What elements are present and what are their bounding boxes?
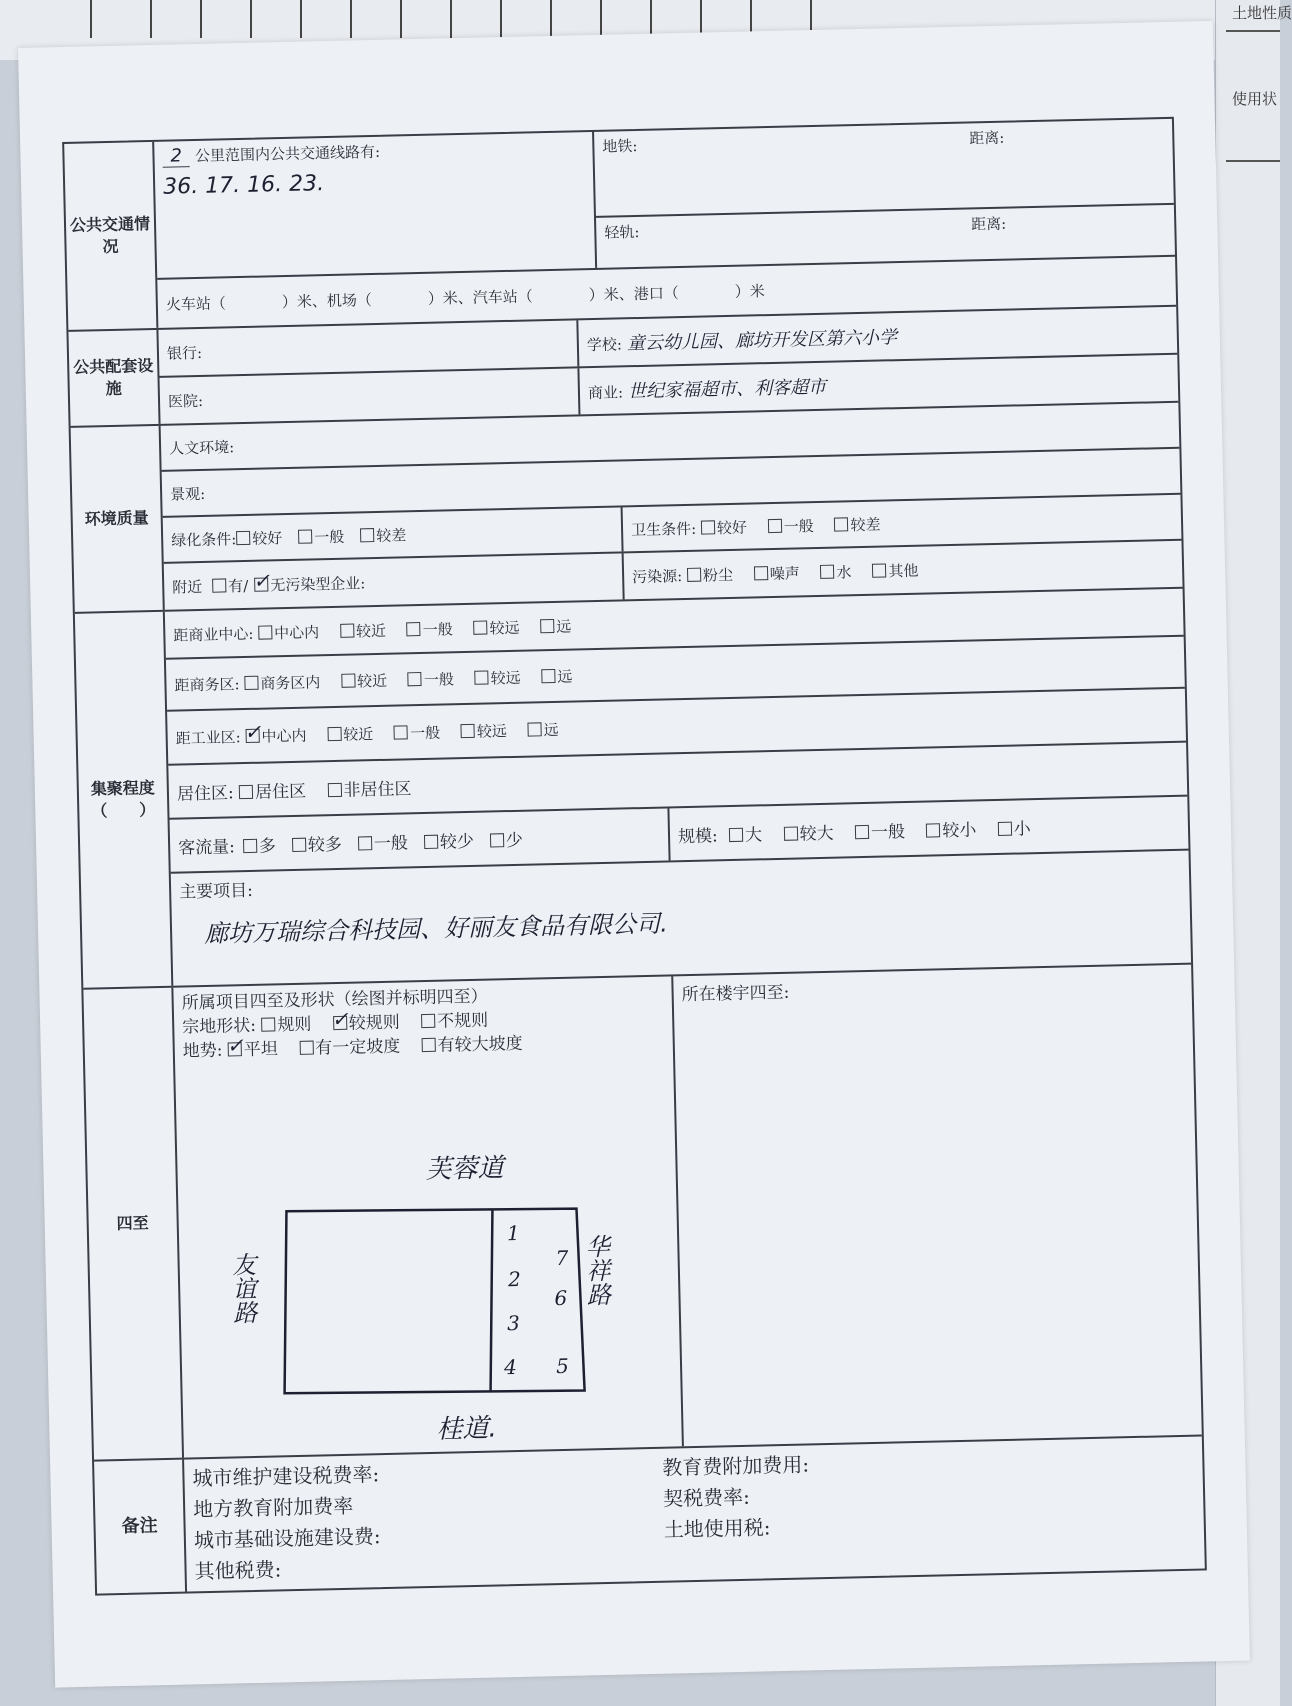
scale-option: 大 [744, 824, 763, 846]
checkbox[interactable] [244, 675, 258, 689]
commercial-option: 中心内 [273, 622, 320, 642]
stations-row [158, 275, 774, 318]
nearby-label: 附近 [172, 577, 203, 597]
business-option: 商务区内 [260, 672, 321, 693]
pollution-option: 其他 [888, 561, 919, 580]
checkbox-checked[interactable] [245, 728, 259, 742]
checkbox[interactable] [754, 566, 768, 580]
lot-number: 6 [554, 1285, 568, 1311]
landscape-label: 景观: [169, 484, 206, 504]
checkbox[interactable] [473, 620, 487, 634]
pollution-option: 粉尘 [702, 565, 734, 585]
checkbox-checked[interactable] [228, 1042, 242, 1056]
checkbox[interactable] [299, 1041, 313, 1055]
traffic-label: 客流量: [177, 836, 236, 859]
projects-value[interactable]: 廊坊万瑞综合科技园、好丽友食品有限公司. [203, 909, 668, 949]
checkbox[interactable] [408, 672, 422, 686]
checkbox[interactable] [820, 564, 834, 578]
business-option: 远 [557, 667, 573, 686]
train-label: 火车站（ [165, 293, 227, 314]
lot-number: 2 [507, 1266, 522, 1292]
hospital-label: 医院: [160, 368, 581, 424]
building-boundary-title: 所在楼宇四至: [681, 982, 790, 1006]
sanitation-option: 较好 [716, 518, 748, 537]
lot-number: 5 [555, 1353, 570, 1379]
shape-option: 规则 [277, 1014, 312, 1036]
transit-section [64, 119, 1176, 332]
checkbox[interactable] [541, 668, 555, 682]
checkbox[interactable] [340, 623, 354, 637]
east-boundary: 华祥路 [581, 1233, 611, 1307]
checkbox[interactable] [239, 784, 253, 798]
nearby-has-option: 有/ [228, 576, 249, 595]
checkbox[interactable] [926, 823, 940, 837]
agglomeration-section [75, 589, 1191, 990]
checkbox[interactable] [855, 824, 869, 838]
port-unit: ）米 [734, 281, 765, 301]
checkbox[interactable] [421, 1014, 435, 1028]
industrial-option: 较近 [343, 724, 374, 744]
tax-item: 城市维护建设税费率: [192, 1462, 380, 1491]
industrial-option: 中心内 [261, 726, 307, 746]
lot-number: 1 [506, 1220, 521, 1246]
checkbox[interactable] [729, 827, 743, 841]
pollution-label: 污染源: [631, 566, 683, 586]
shape-option: 较规则 [348, 1012, 400, 1034]
sanitation-option: 一般 [783, 516, 814, 536]
checkbox[interactable] [360, 528, 374, 542]
section-label: 四至 [83, 988, 184, 1460]
tax-item: 城市基础设施建设费: [193, 1524, 381, 1553]
section-label: 公共交通情况 [64, 142, 158, 330]
traffic-option: 少 [505, 830, 524, 851]
tax-item: 地方教育附加费率 [192, 1493, 354, 1522]
west-boundary: 友谊路 [227, 1251, 258, 1325]
shape-option: 不规则 [436, 1010, 489, 1032]
site-sketch [183, 1053, 674, 1464]
school-label: 学校: [586, 335, 623, 355]
greening-option: 较好 [252, 528, 283, 548]
scale-option: 小 [1013, 818, 1031, 840]
checkbox[interactable] [422, 1038, 436, 1052]
commercial-option: 较远 [489, 618, 520, 637]
lot-number: 7 [555, 1245, 569, 1271]
business-option: 较远 [490, 668, 521, 687]
greening-option: 较差 [376, 525, 407, 545]
scale-label: 规模: [677, 825, 719, 847]
airport-label: ）米、机场（ [281, 290, 373, 311]
checkbox[interactable] [424, 834, 438, 848]
industrial-option: 较远 [476, 721, 508, 741]
terrain-option: 有较大坡度 [437, 1033, 523, 1056]
light-rail-distance-label: 距离: [970, 214, 1007, 234]
industrial-option: 一般 [409, 723, 441, 742]
checkbox-checked[interactable] [333, 1016, 347, 1030]
tax-item: 教育费附加费用: [662, 1452, 810, 1480]
residential-option: 非居住区 [343, 778, 412, 801]
subway-distance-label: 距离: [969, 128, 1005, 148]
greening-option: 一般 [314, 527, 345, 546]
greening-label: 绿化条件: [171, 529, 237, 550]
traffic-option: 较少 [439, 831, 475, 853]
checkbox[interactable] [298, 529, 312, 543]
commercial-option: 远 [556, 617, 572, 636]
tax-item: 土地使用税: [663, 1515, 771, 1542]
shape-label: 宗地形状: [182, 1015, 257, 1038]
checkbox[interactable] [527, 722, 541, 736]
business-option: 一般 [423, 669, 455, 689]
checkbox[interactable] [258, 625, 272, 639]
checkbox[interactable] [872, 563, 886, 577]
commerce-value[interactable]: 世纪家福超市、利客超市 [627, 376, 827, 403]
checkbox[interactable] [341, 673, 355, 687]
checkbox[interactable] [358, 836, 372, 850]
radius-label: 公里范围内公共交通线路有: [194, 142, 381, 166]
culture-label: 人文环境: [168, 437, 235, 458]
checkbox[interactable] [243, 838, 257, 852]
boundaries-section [83, 965, 1201, 1462]
nearby-none-option: 无污染型企业: [270, 573, 366, 594]
checkbox[interactable] [394, 725, 408, 739]
checkbox[interactable] [490, 833, 504, 847]
checkbox[interactable] [834, 517, 848, 531]
checkbox[interactable] [261, 1017, 275, 1031]
sanitation-label: 卫生条件: [630, 519, 697, 539]
commercial-option: 一般 [422, 619, 453, 639]
traffic-option: 一般 [373, 832, 409, 854]
business-option: 较近 [356, 671, 388, 690]
section-sublabel: （ ） [91, 800, 156, 821]
lot-number: 3 [506, 1310, 521, 1336]
light-rail-label: 轻轨: [604, 222, 640, 242]
checkbox[interactable] [461, 723, 475, 737]
survey-form [62, 117, 1207, 1596]
port-label: ）米、港口（ [588, 283, 679, 304]
tax-item: 其他税费: [194, 1557, 282, 1584]
checkbox[interactable] [687, 567, 701, 581]
industrial-option: 远 [543, 720, 559, 739]
scale-option: 一般 [870, 821, 906, 843]
form-page [18, 21, 1250, 1688]
terrain-option: 有一定坡度 [315, 1036, 401, 1059]
projects-label: 主要项目: [178, 880, 254, 903]
scale-option: 较大 [799, 823, 834, 844]
pollution-option: 噪声 [769, 563, 800, 583]
pollution-option: 水 [836, 562, 852, 582]
industrial-label: 距工业区: [175, 727, 241, 748]
traffic-option: 多 [258, 835, 277, 857]
section-label: 环境质量 [71, 426, 165, 612]
commerce-label: 商业: [587, 383, 624, 403]
environment-section [71, 403, 1183, 614]
business-label: 距商务区: [174, 674, 240, 695]
lot-number: 4 [503, 1355, 518, 1380]
checkbox[interactable] [407, 622, 421, 636]
checkbox-checked[interactable] [254, 577, 268, 591]
bank-label: 银行: [158, 320, 579, 376]
adjacent-sheet-text: 使用状 [1232, 90, 1278, 108]
checkbox[interactable] [327, 782, 341, 796]
checkbox[interactable] [540, 618, 554, 632]
terrain-option: 平坦 [243, 1039, 279, 1061]
section-label: 备注 [94, 1460, 187, 1594]
bus-label: ）米、汽车站（ [427, 286, 534, 308]
north-boundary: 芙蓉道 [425, 1153, 504, 1186]
checkbox[interactable] [212, 578, 226, 592]
routes-value[interactable]: 36. 17. 16. 23. [162, 171, 325, 200]
traffic-option: 较多 [307, 834, 343, 856]
residential-option: 居住区 [254, 781, 307, 803]
checkbox[interactable] [768, 518, 782, 532]
checkbox[interactable] [292, 837, 306, 851]
tax-item: 契税费率: [662, 1484, 751, 1511]
checkbox[interactable] [701, 520, 715, 534]
site-sketch-drawing [215, 1134, 622, 1443]
subway-label: 地铁: [602, 136, 638, 156]
section-label: 公共配套设施 [68, 330, 160, 426]
checkbox[interactable] [998, 821, 1012, 835]
radius-value[interactable]: 2 [162, 145, 190, 168]
commercial-label: 距商业中心: [173, 624, 254, 645]
south-boundary: 桂道. [436, 1413, 498, 1445]
checkbox[interactable] [236, 530, 250, 544]
school-value[interactable]: 童云幼儿园、廊坊开发区第六小学 [626, 327, 898, 355]
checkbox[interactable] [474, 670, 488, 684]
terrain-label: 地势: [182, 1040, 223, 1062]
residential-label: 居住区: [176, 782, 234, 805]
project-boundary-title: 所属项目四至及形状（绘图并标明四至） [181, 986, 488, 1014]
scale-option: 较小 [942, 819, 977, 841]
commercial-option: 较近 [355, 621, 387, 640]
section-label: 集聚程度 [90, 778, 156, 799]
checkbox[interactable] [783, 826, 797, 840]
adjacent-sheet-text: 土地性质 [1232, 4, 1292, 22]
sanitation-option: 较差 [850, 515, 881, 534]
checkbox[interactable] [327, 726, 341, 740]
